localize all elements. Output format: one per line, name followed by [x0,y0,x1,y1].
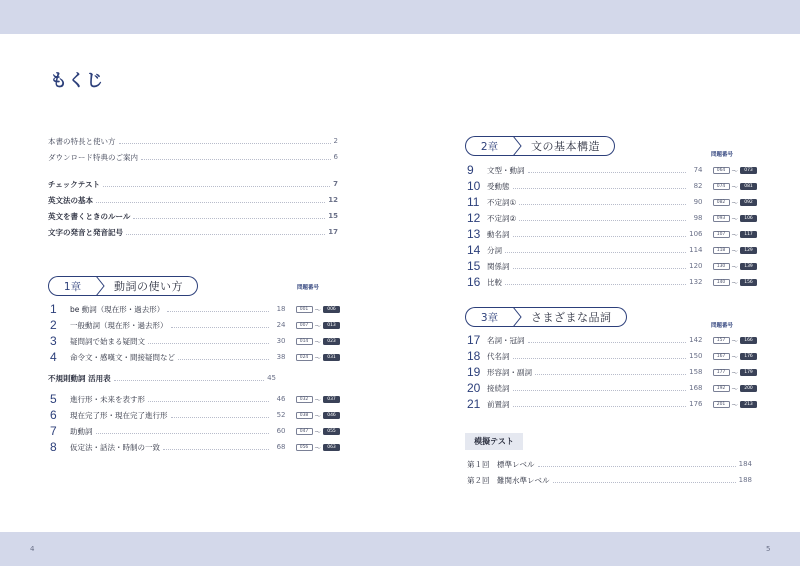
intro-label: ダウンロード特典のご案内 [48,152,138,162]
lesson-page: 142 [689,336,703,344]
page-title: もくじ [50,71,104,91]
question-end: 200 [740,385,757,392]
dot-leader [96,198,325,203]
lesson-title: 進行形・未来を表す形 [70,394,145,404]
lesson-number: 7 [50,424,57,438]
mock-test-heading: 模擬テスト [465,433,523,450]
chapter-title: さまざまな品詞 [523,307,627,327]
lesson-row[interactable] [467,275,757,289]
dot-leader [148,339,269,344]
question-start: 192 [713,385,730,392]
chapter-heading-2 [465,136,615,156]
range-sep: 〜 [731,262,738,271]
range-sep: 〜 [314,395,321,404]
range-sep: 〜 [731,400,738,409]
range-sep: 〜 [731,198,738,207]
lesson-page: 30 [276,337,286,345]
question-end: 013 [323,322,340,329]
question-range [713,400,758,409]
dot-leader [513,232,686,237]
question-end: 179 [740,369,757,376]
dot-leader [513,386,686,391]
intro-item[interactable] [48,135,338,147]
lesson-number: 11 [467,195,480,209]
question-end: 156 [740,279,757,286]
lesson-page: 150 [689,352,703,360]
range-sep: 〜 [731,230,738,239]
dot-leader [171,323,269,328]
lesson-page: 106 [689,230,703,238]
intro-page: 2 [333,137,338,145]
question-range [713,246,758,255]
lesson-page: 24 [276,321,286,329]
dot-leader [528,338,686,343]
lesson-number: 14 [467,243,481,257]
question-end: 006 [323,306,340,313]
dot-leader [538,462,736,467]
lesson-row[interactable] [50,334,340,348]
question-start: 118 [713,247,730,254]
chapter-label: 3章 [465,307,513,327]
question-start: 157 [713,337,730,344]
question-start: 074 [713,183,730,190]
dot-leader [114,376,264,381]
lesson-title: 動名詞 [487,229,510,239]
dot-leader [133,214,325,219]
lesson-page: 60 [276,427,286,435]
lesson-row[interactable] [467,381,757,395]
question-start: 001 [296,306,313,313]
question-range [296,443,341,452]
intro-label: 英文を書くときのルール [48,211,131,221]
question-range [713,352,758,361]
question-end: 213 [740,401,757,408]
lesson-number: 9 [467,163,474,177]
intro-label: チェックテスト [48,179,100,189]
mock-test-label: 標準レベル [497,459,535,469]
lesson-row[interactable] [50,318,340,332]
lesson-row[interactable] [467,349,757,363]
chapter-title: 文の基本構造 [523,136,615,156]
lesson-page: 158 [689,368,703,376]
lesson-number: 20 [467,381,481,395]
mock-test-label: 難関水準レベル [497,475,550,485]
intro-page: 15 [328,212,338,220]
lesson-number: 4 [50,350,57,364]
lesson-title: 疑問詞で始まる疑問文 [70,336,145,346]
intro-label: 本書の特長と使い方 [48,136,116,146]
lesson-row[interactable] [467,365,757,379]
intro-item[interactable] [48,194,338,206]
mock-test-row[interactable] [467,458,752,470]
lesson-page: 98 [693,214,703,222]
dot-leader [126,230,325,235]
intro-page: 17 [328,228,338,236]
lesson-page: 18 [276,305,286,313]
lesson-page: 176 [689,400,703,408]
question-range [713,214,758,223]
chapter-heading-1 [48,276,198,296]
question-start: 056 [296,444,313,451]
question-start: 082 [713,199,730,206]
page-number-left: 4 [30,545,35,553]
lesson-number: 8 [50,440,57,454]
bottom-band [0,532,800,566]
lesson-title: 一般動詞（現在形・過去形） [70,320,168,330]
question-range [713,278,758,287]
dot-leader [505,248,686,253]
question-range [713,230,758,239]
dot-leader [178,355,269,360]
lesson-row[interactable] [50,424,340,438]
lesson-row[interactable] [50,350,340,364]
lesson-number: 16 [467,275,481,289]
intro-item[interactable] [48,210,338,222]
mock-test-row[interactable] [467,474,752,486]
intro-item[interactable] [48,178,338,190]
question-end: 055 [323,428,340,435]
lesson-page: 90 [693,198,703,206]
question-range [296,395,341,404]
question-range [713,182,758,191]
lesson-row[interactable] [467,195,757,209]
lesson-title: be 動詞（現在形・過去形） [70,304,165,314]
chapter-separator [513,307,523,327]
question-number-header: 問題番号 [711,323,734,329]
irregular-verbs-label: 不規則動詞 活用表 [48,373,111,383]
intro-page: 6 [333,153,338,161]
question-range [296,305,341,314]
lesson-row[interactable] [467,227,757,241]
lesson-number: 10 [467,179,481,193]
top-band [0,0,800,34]
range-sep: 〜 [314,305,321,314]
lesson-page: 46 [276,395,286,403]
question-end: 139 [740,263,757,270]
mock-test-page: 184 [738,460,752,468]
question-end: 176 [740,353,757,360]
lesson-number: 12 [467,211,481,225]
lesson-page: 120 [689,262,703,270]
question-range [296,411,341,420]
dot-leader [505,280,686,285]
lesson-page: 68 [276,443,286,451]
question-range [713,336,758,345]
dot-leader [528,168,686,173]
question-start: 130 [713,263,730,270]
dot-leader [148,397,269,402]
question-start: 047 [296,428,313,435]
lesson-row[interactable] [50,392,340,406]
lesson-page: 132 [689,278,703,286]
question-start: 093 [713,215,730,222]
lesson-row[interactable] [467,211,757,225]
dot-leader [519,216,685,221]
lesson-title: 命令文・感嘆文・間接疑問など [70,352,175,362]
dot-leader [171,413,269,418]
lesson-number: 6 [50,408,57,422]
lesson-number: 18 [467,349,481,363]
question-number-header: 問題番号 [297,285,320,291]
range-sep: 〜 [731,336,738,345]
range-sep: 〜 [731,182,738,191]
question-end: 046 [323,412,340,419]
question-end: 023 [323,338,340,345]
question-end: 129 [740,247,757,254]
lesson-number: 13 [467,227,481,241]
lesson-page: 74 [693,166,703,174]
lesson-title: 名詞・冠詞 [487,335,525,345]
question-end: 106 [740,215,757,222]
lesson-title: 前置詞 [487,399,510,409]
chapter-heading-3 [465,307,627,327]
question-end: 166 [740,337,757,344]
question-start: 107 [713,231,730,238]
intro-label: 英文法の基本 [48,195,93,205]
question-start: 007 [296,322,313,329]
irregular-verbs-row[interactable] [48,372,276,384]
range-sep: 〜 [314,337,321,346]
range-sep: 〜 [314,427,321,436]
question-start: 167 [713,353,730,360]
lesson-title: 仮定法・話法・時制の一致 [70,442,160,452]
lesson-page: 168 [689,384,703,392]
lesson-number: 15 [467,259,481,273]
range-sep: 〜 [731,352,738,361]
dot-leader [513,184,686,189]
lesson-row[interactable] [467,397,757,411]
lesson-title: 関係詞 [487,261,510,271]
question-range [713,384,758,393]
lesson-number: 17 [467,333,481,347]
dot-leader [513,264,686,269]
lesson-page: 38 [276,353,286,361]
question-range [713,368,758,377]
intro-item[interactable] [48,151,338,163]
question-start: 140 [713,279,730,286]
dot-leader [513,354,686,359]
chapter-label: 2章 [465,136,513,156]
lesson-title: 受動態 [487,181,510,191]
range-sep: 〜 [731,214,738,223]
question-end: 117 [740,231,757,238]
range-sep: 〜 [314,353,321,362]
question-start: 064 [713,167,730,174]
question-end: 081 [740,183,757,190]
dot-leader [519,200,685,205]
lesson-number: 5 [50,392,57,406]
lesson-title: 文型・動詞 [487,165,525,175]
lesson-row[interactable] [467,179,757,193]
lesson-page: 52 [276,411,286,419]
question-start: 201 [713,401,730,408]
range-sep: 〜 [731,166,738,175]
question-range [296,321,341,330]
lesson-row[interactable] [467,259,757,273]
chapter-label: 1章 [48,276,96,296]
question-start: 032 [296,396,313,403]
page-number-right: 5 [766,545,771,553]
question-end: 063 [323,444,340,451]
dot-leader [103,182,330,187]
lesson-row[interactable] [467,243,757,257]
intro-page: 7 [333,180,338,188]
lesson-number: 1 [50,302,57,316]
question-range [713,262,758,271]
mock-test-page: 188 [738,476,752,484]
question-range [713,198,758,207]
dot-leader [141,155,331,160]
chapter-title: 動詞の使い方 [106,276,198,296]
dot-leader [167,307,268,312]
lesson-number: 3 [50,334,57,348]
dot-leader [96,429,269,434]
lesson-row[interactable] [467,163,757,177]
dot-leader [553,478,736,483]
irregular-verbs-page: 45 [267,374,276,382]
range-sep: 〜 [731,278,738,287]
intro-item[interactable] [48,226,338,238]
chapter-separator [513,136,523,156]
dot-leader [513,402,686,407]
question-end: 092 [740,199,757,206]
dot-leader [119,139,331,144]
question-start: 024 [296,354,313,361]
lesson-number: 2 [50,318,57,332]
range-sep: 〜 [731,368,738,377]
lesson-title: 接続詞 [487,383,510,393]
question-range [296,353,341,362]
question-end: 031 [323,354,340,361]
lesson-title: 助動詞 [70,426,93,436]
lesson-title: 代名詞 [487,351,510,361]
range-sep: 〜 [314,411,321,420]
question-start: 038 [296,412,313,419]
lesson-title: 現在完了形・現在完了進行形 [70,410,168,420]
dot-leader [535,370,686,375]
chapter-separator [96,276,106,296]
lesson-row[interactable] [50,408,340,422]
lesson-page: 114 [689,246,703,254]
dot-leader [163,445,269,450]
lesson-title: 不定詞① [487,197,517,207]
range-sep: 〜 [731,246,738,255]
mock-test-round: 第２回 [467,475,490,485]
question-end: 073 [740,167,757,174]
lesson-page: 82 [693,182,703,190]
intro-page: 12 [328,196,338,204]
question-start: 177 [713,369,730,376]
mock-test-round: 第１回 [467,459,490,469]
range-sep: 〜 [314,443,321,452]
question-range [296,427,341,436]
lesson-row[interactable] [50,440,340,454]
lesson-number: 21 [467,397,481,411]
range-sep: 〜 [314,321,321,330]
lesson-title: 分詞 [487,245,502,255]
question-end: 037 [323,396,340,403]
question-start: 014 [296,338,313,345]
question-range [713,166,758,175]
range-sep: 〜 [731,384,738,393]
lesson-row[interactable] [50,302,340,316]
lesson-number: 19 [467,365,481,379]
lesson-row[interactable] [467,333,757,347]
intro-label: 文字の発音と発音記号 [48,227,123,237]
lesson-title: 比較 [487,277,502,287]
lesson-title: 形容詞・副詞 [487,367,532,377]
lesson-title: 不定詞② [487,213,517,223]
question-range [296,337,341,346]
question-number-header: 問題番号 [711,152,734,158]
